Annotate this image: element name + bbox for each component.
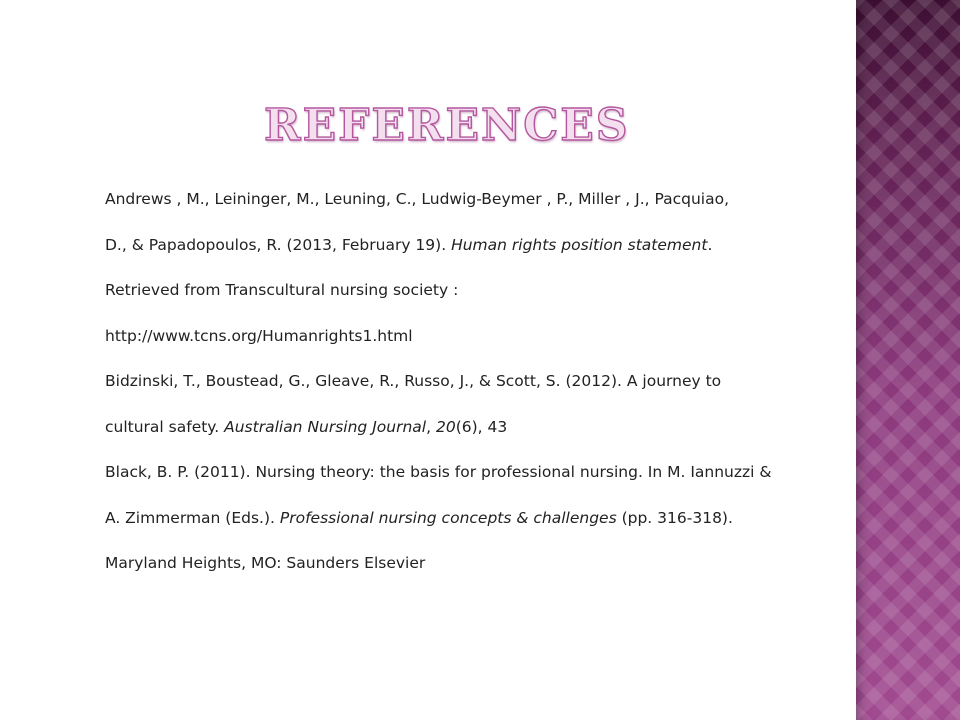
reference-entry-black xyxy=(105,450,845,587)
reference-text: Retrieved from Transcultural nursing society : xyxy=(105,281,459,299)
reference-text: Black, B. P. (2011). Nursing theory: the basis for professional nursing. In M. Iannuzzi & xyxy=(105,463,772,481)
reference-line xyxy=(105,496,845,542)
reference-entry-andrews xyxy=(105,177,845,359)
reference-line xyxy=(105,450,845,496)
reference-title-italic: Human rights position statement xyxy=(451,235,708,254)
decorative-side-band xyxy=(856,0,960,720)
reference-text: Maryland Heights, MO: Saunders Elsevier xyxy=(105,554,426,572)
reference-book-title-italic: Professional nursing concepts & challenges xyxy=(279,508,617,527)
reference-text: (6), 43 xyxy=(455,417,508,436)
reference-text: D., & Papadopoulos, R. (2013, February 19). xyxy=(105,235,452,254)
reference-line xyxy=(105,541,845,587)
reference-line xyxy=(105,268,845,314)
reference-text: A. Zimmerman (Eds.). xyxy=(105,508,280,527)
reference-text: cultural safety. xyxy=(105,417,225,436)
reference-line xyxy=(105,314,845,360)
page-title: REFERENCES xyxy=(264,100,630,151)
reference-line xyxy=(105,223,845,269)
reference-line xyxy=(105,405,845,451)
reference-text: Andrews , M., Leininger, M., Leuning, C., Ludwig-Beymer , P., Miller , J., Pacquiao, xyxy=(105,190,730,208)
reference-line xyxy=(105,359,845,405)
reference-url: http://www.tcns.org/Humanrights1.html xyxy=(105,326,413,345)
reference-list xyxy=(105,177,845,587)
reference-volume-italic: 20 xyxy=(435,417,456,436)
reference-line xyxy=(105,177,845,223)
reference-text: . xyxy=(707,235,713,254)
reference-text: Bidzinski, T., Boustead, G., Gleave, R., Russo, J., & Scott, S. (2012). A journey to xyxy=(105,372,722,390)
reference-entry-bidzinski xyxy=(105,359,845,450)
reference-text: , xyxy=(426,417,436,436)
reference-text: (pp. 316-318). xyxy=(616,508,733,527)
reference-journal-italic: Australian Nursing Journal xyxy=(224,417,427,436)
